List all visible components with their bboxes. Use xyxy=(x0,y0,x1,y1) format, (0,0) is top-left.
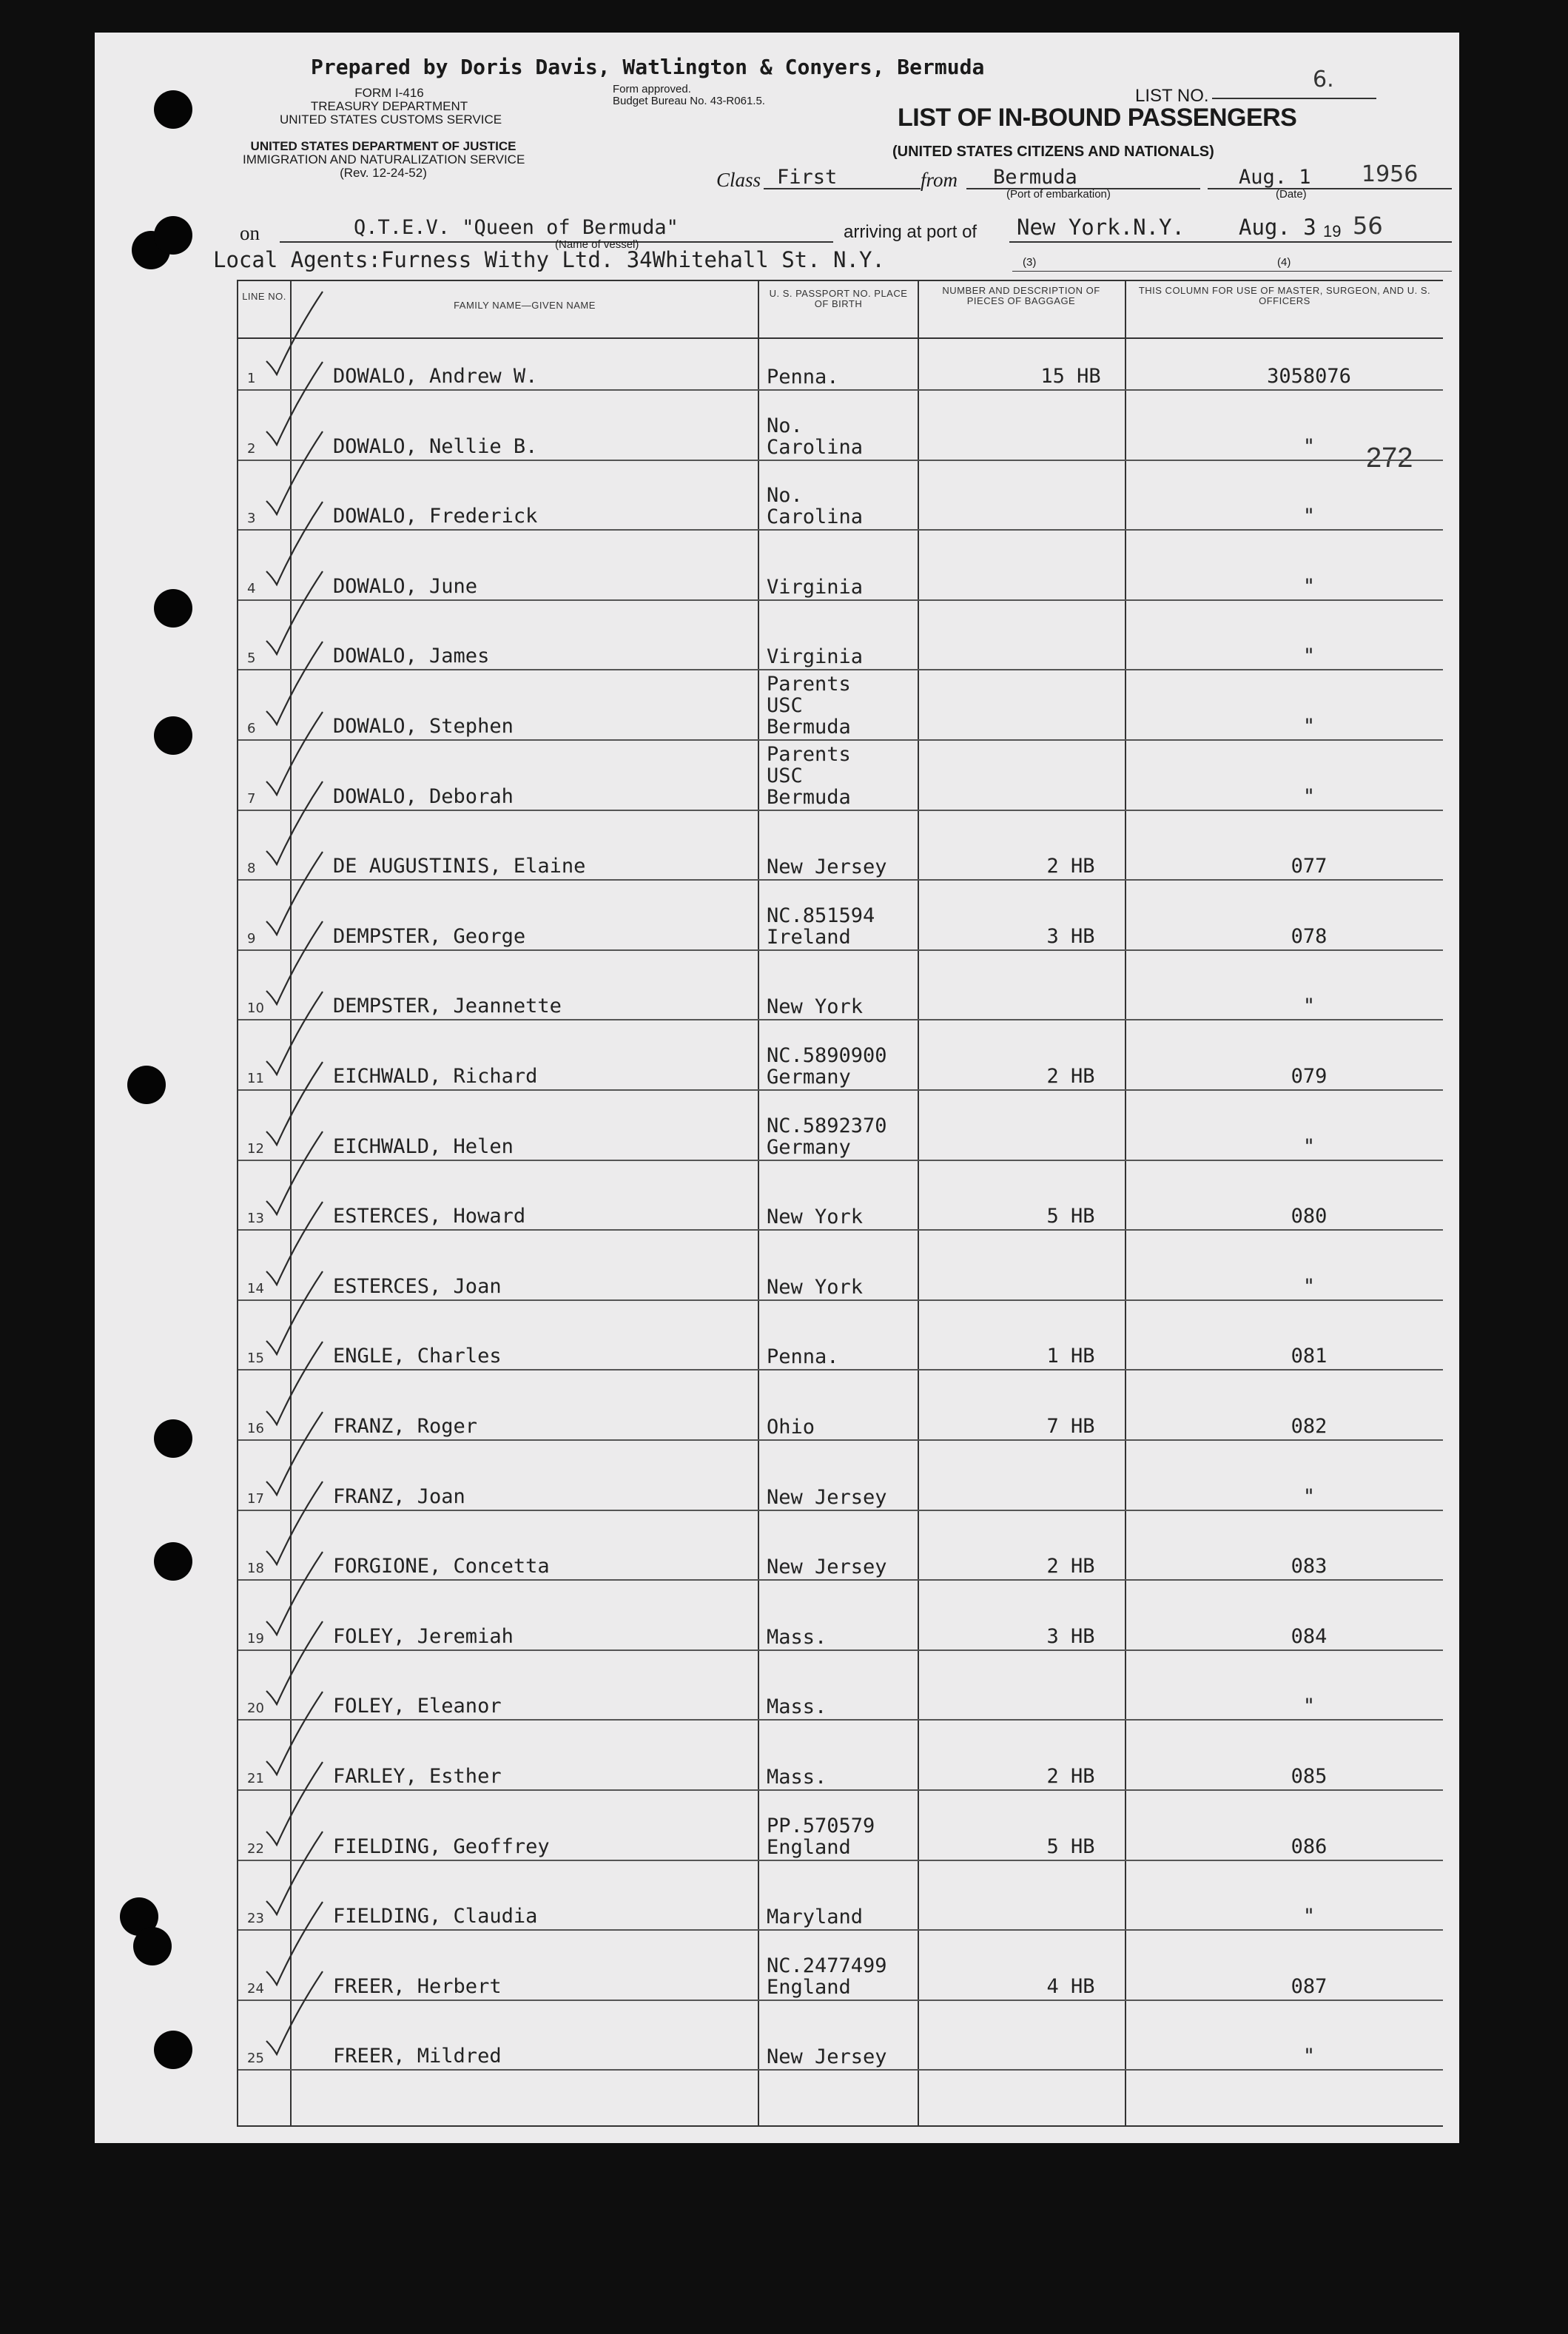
officer-entry: " xyxy=(1302,995,1316,1018)
birthplace-line: New Jersey xyxy=(767,1556,887,1579)
passenger-name: FORGIONE, Concetta xyxy=(333,1555,550,1578)
passenger-name: DE AUGUSTINIS, Elaine xyxy=(333,855,586,878)
table-row xyxy=(238,390,1443,461)
ins: IMMIGRATION AND NATURALIZATION SERVICE xyxy=(243,152,525,167)
passport-birthplace xyxy=(767,1206,863,1228)
birthplace-line: NC.5892370 xyxy=(767,1114,887,1137)
line-number: 3 xyxy=(247,511,256,527)
class-label: Class xyxy=(716,169,761,191)
line-number: 23 xyxy=(247,1911,264,1927)
passenger-name: DEMPSTER, Jeannette xyxy=(333,995,562,1018)
passenger-name: DOWALO, June xyxy=(333,574,478,598)
table-row xyxy=(238,1020,1443,1091)
passport-birthplace xyxy=(767,673,851,738)
revision: (Rev. 12-24-52) xyxy=(340,166,427,180)
binder-hole xyxy=(133,1927,172,1965)
passport-birthplace xyxy=(767,1906,863,1928)
birthplace-line: Bermuda xyxy=(767,716,851,739)
birthplace-line: Parents xyxy=(767,673,851,696)
officer-entry: 3058076 xyxy=(1267,365,1351,388)
birthplace-line: Penna. xyxy=(767,366,839,389)
port-caption: (Port of embarkation) xyxy=(1006,188,1111,201)
birthplace-line: England xyxy=(767,1975,851,1999)
passenger-name: ESTERCES, Howard xyxy=(333,1205,526,1228)
passport-birthplace xyxy=(767,1487,887,1508)
passenger-name: FREER, Herbert xyxy=(333,1974,502,1998)
officer-entry: " xyxy=(1302,574,1316,598)
line-number: 12 xyxy=(247,1140,264,1157)
passenger-name: FOLEY, Jeremiah xyxy=(333,1624,514,1648)
baggage-description: 2 HB xyxy=(1046,1065,1095,1088)
passenger-list-page xyxy=(95,33,1459,2143)
checkmark-icon xyxy=(260,1967,327,2063)
line-number: 7 xyxy=(247,790,256,807)
birthplace-line: No. xyxy=(767,484,803,508)
line-number: 19 xyxy=(247,1630,264,1647)
table-row xyxy=(238,1370,1443,1441)
prepared-by: Prepared by Doris Davis, Watlington & Conyers, Bermuda xyxy=(311,55,985,79)
passport-birthplace xyxy=(767,1955,887,1998)
binder-hole xyxy=(154,716,192,755)
table-row xyxy=(238,1230,1443,1301)
class-value: First xyxy=(777,166,838,189)
table-row xyxy=(238,1090,1443,1161)
passenger-name: FRANZ, Roger xyxy=(333,1415,478,1438)
binder-hole xyxy=(154,1542,192,1581)
form-approved: Form approved. xyxy=(613,83,691,95)
officer-entry: 081 xyxy=(1291,1345,1328,1368)
line-number: 10 xyxy=(247,1000,264,1017)
line-number: 16 xyxy=(247,1421,264,1436)
birthplace-line: Mass. xyxy=(767,1766,827,1789)
column-header-line-no: LINE NO. xyxy=(242,291,286,302)
birthplace-line: USC xyxy=(767,764,803,787)
line-number: 1 xyxy=(247,371,256,386)
birthplace-line: NC.2477499 xyxy=(767,1954,887,1977)
passport-birthplace xyxy=(767,905,875,948)
officer-entry: 085 xyxy=(1291,1765,1328,1788)
table-row xyxy=(238,2000,1443,2071)
officer-entry: " xyxy=(1302,645,1316,668)
binder-hole xyxy=(127,1066,166,1104)
table-row xyxy=(238,1160,1443,1231)
baggage-description: 3 HB xyxy=(1046,924,1095,948)
birthplace-line: NC.851594 xyxy=(767,904,875,927)
passport-birthplace xyxy=(767,366,839,388)
birthplace-line: Ireland xyxy=(767,925,851,949)
birthplace-line: Virginia xyxy=(767,575,864,599)
passenger-name: ESTERCES, Joan xyxy=(333,1274,502,1298)
officer-entry: 086 xyxy=(1291,1834,1328,1858)
birthplace-line: New York xyxy=(767,995,864,1019)
officer-entry: 083 xyxy=(1291,1555,1328,1578)
line-number: 21 xyxy=(247,1771,264,1786)
vessel-caption: (Name of vessel) xyxy=(555,238,639,251)
birthplace-line: New Jersey xyxy=(767,1485,887,1509)
baggage-description: 5 HB xyxy=(1046,1834,1095,1858)
officer-entry: " xyxy=(1302,1134,1316,1158)
table-row xyxy=(238,670,1443,741)
line-number: 18 xyxy=(247,1561,264,1577)
baggage-description: 4 HB xyxy=(1046,1974,1095,1998)
column-header-passport: U. S. PASSPORT NO. PLACE OF BIRTH xyxy=(769,288,908,309)
margin-number: 272 xyxy=(1366,443,1413,474)
table-row xyxy=(238,949,1443,1020)
officer-entry: 078 xyxy=(1291,924,1328,948)
officer-entry: " xyxy=(1302,434,1316,458)
passenger-name: FARLEY, Esther xyxy=(333,1765,502,1788)
passenger-name: DEMPSTER, George xyxy=(333,924,526,948)
table-row xyxy=(238,320,1443,391)
table-row xyxy=(238,1580,1443,1651)
birthplace-line: Ohio xyxy=(767,1416,815,1439)
customs-service: UNITED STATES CUSTOMS SERVICE xyxy=(280,112,502,127)
department-of-justice: UNITED STATES DEPARTMENT OF JUSTICE xyxy=(250,139,517,153)
from-label: from xyxy=(921,169,958,191)
passport-birthplace xyxy=(767,1815,875,1858)
line-number: 11 xyxy=(247,1071,264,1086)
passport-birthplace xyxy=(767,1346,839,1368)
caption-3: (3) xyxy=(1023,256,1037,269)
birthplace-line: Germany xyxy=(767,1135,851,1159)
birthplace-line: New Jersey xyxy=(767,2045,887,2069)
line-number: 9 xyxy=(247,930,256,946)
budget-bureau: Budget Bureau No. 43-R061.5. xyxy=(613,95,765,107)
passenger-name: FRANZ, Joan xyxy=(333,1484,465,1508)
passport-birthplace xyxy=(767,996,863,1018)
passport-birthplace xyxy=(767,415,863,458)
birthplace-line: No. xyxy=(767,414,803,437)
table-row xyxy=(238,740,1443,811)
line-number: 13 xyxy=(247,1211,264,1227)
table-row xyxy=(238,810,1443,881)
passenger-name: FIELDING, Geoffrey xyxy=(333,1834,550,1858)
passenger-name: EICHWALD, Richard xyxy=(333,1065,538,1088)
passport-birthplace xyxy=(767,646,863,667)
treasury-department: TREASURY DEPARTMENT xyxy=(310,99,468,113)
birthplace-line: PP.570579 xyxy=(767,1814,875,1837)
birthplace-line: Carolina xyxy=(767,435,864,459)
officer-entry: " xyxy=(1302,1484,1316,1508)
birthplace-line: Bermuda xyxy=(767,785,851,809)
baggage-description: 1 HB xyxy=(1046,1345,1095,1368)
vessel-name: Q.T.E.V. "Queen of Bermuda" xyxy=(354,216,679,239)
line-number: 22 xyxy=(247,1840,264,1857)
passenger-name: DOWALO, James xyxy=(333,645,490,668)
arrival-year: 56 xyxy=(1353,212,1383,240)
passport-birthplace xyxy=(767,1416,815,1438)
arriving-label: arriving at port of xyxy=(844,222,978,242)
officer-entry: " xyxy=(1302,1274,1316,1298)
officer-entry: 077 xyxy=(1291,855,1328,878)
table-row xyxy=(238,1649,1443,1721)
line-number: 2 xyxy=(247,440,256,457)
passenger-name: DOWALO, Andrew W. xyxy=(333,365,538,388)
officer-entry: " xyxy=(1302,784,1316,808)
table-row xyxy=(238,1720,1443,1791)
departure-date: Aug. 1 xyxy=(1239,166,1311,189)
line-number: 20 xyxy=(247,1701,264,1717)
baggage-description: 2 HB xyxy=(1046,1765,1095,1788)
line-number: 25 xyxy=(247,2051,264,2067)
table-row xyxy=(238,460,1443,531)
binder-hole xyxy=(154,90,192,129)
baggage-description: 5 HB xyxy=(1046,1205,1095,1228)
list-no-label: LIST NO. xyxy=(1135,86,1209,106)
birthplace-line: Carolina xyxy=(767,505,864,529)
passenger-name: DOWALO, Deborah xyxy=(333,784,514,808)
birthplace-line: Parents xyxy=(767,742,851,766)
form-number: FORM I-416 xyxy=(354,86,424,100)
passenger-table xyxy=(237,280,1443,2127)
officer-entry: 082 xyxy=(1291,1415,1328,1438)
officer-entry: " xyxy=(1302,2045,1316,2068)
table-row xyxy=(238,599,1443,670)
on-label: on xyxy=(240,222,260,244)
date-caption: (Date) xyxy=(1276,188,1307,201)
passenger-name: FREER, Mildred xyxy=(333,2045,502,2068)
passenger-name: FOLEY, Eleanor xyxy=(333,1695,502,1718)
line-number: 14 xyxy=(247,1280,264,1297)
baggage-description: 15 HB xyxy=(1040,365,1101,388)
birthplace-line: Virginia xyxy=(767,645,864,669)
table-row xyxy=(238,530,1443,601)
officer-entry: " xyxy=(1302,1905,1316,1928)
birthplace-line: Mass. xyxy=(767,1695,827,1719)
line-number: 6 xyxy=(247,721,256,736)
baggage-description: 2 HB xyxy=(1046,1555,1095,1578)
birthplace-line: Penna. xyxy=(767,1345,839,1369)
baggage-description: 7 HB xyxy=(1046,1415,1095,1438)
birthplace-line: New Jersey xyxy=(767,855,887,879)
departure-year: 1956 xyxy=(1362,161,1419,187)
line-number: 24 xyxy=(247,1980,264,1997)
arrival-date: Aug. 3 xyxy=(1239,215,1316,240)
passport-birthplace xyxy=(767,576,863,598)
birthplace-line: Germany xyxy=(767,1066,851,1089)
table-row xyxy=(238,1790,1443,1861)
birthplace-line: USC xyxy=(767,694,803,717)
passport-birthplace xyxy=(767,1277,863,1298)
caption-4: (4) xyxy=(1277,256,1291,269)
passport-birthplace xyxy=(767,1045,887,1088)
officer-entry: 087 xyxy=(1291,1974,1328,1998)
from-value: Bermuda xyxy=(993,166,1077,189)
officer-entry: " xyxy=(1302,505,1316,528)
passenger-name: DOWALO, Stephen xyxy=(333,715,514,738)
passport-birthplace xyxy=(767,1766,827,1788)
column-header-baggage: NUMBER AND DESCRIPTION OF PIECES OF BAGGAGE xyxy=(942,285,1100,306)
passenger-name: DOWALO, Frederick xyxy=(333,505,538,528)
birthplace-line: Maryland xyxy=(767,1906,864,1929)
binder-hole xyxy=(154,216,192,255)
baggage-description: 3 HB xyxy=(1046,1624,1095,1648)
table-row xyxy=(238,1860,1443,1931)
officer-entry: " xyxy=(1302,715,1316,738)
line-number: 15 xyxy=(247,1351,264,1367)
document-title: LIST OF IN-BOUND PASSENGERS xyxy=(898,104,1297,132)
baggage-description: 2 HB xyxy=(1046,855,1095,878)
local-agents: Local Agents:Furness Withy Ltd. 34Whitehall St. N.Y. xyxy=(213,247,885,272)
passenger-name: EICHWALD, Helen xyxy=(333,1134,514,1158)
officer-entry: 084 xyxy=(1291,1624,1328,1648)
line-number: 17 xyxy=(247,1490,264,1507)
passenger-name: DOWALO, Nellie B. xyxy=(333,434,538,458)
table-row xyxy=(238,880,1443,951)
column-header-name: FAMILY NAME—GIVEN NAME xyxy=(454,300,596,311)
passport-birthplace xyxy=(767,1556,887,1578)
birthplace-line: NC.5890900 xyxy=(767,1044,887,1067)
officer-entry: 079 xyxy=(1291,1065,1328,1088)
table-row xyxy=(238,1510,1443,1581)
binder-hole xyxy=(154,589,192,628)
passenger-name: FIELDING, Claudia xyxy=(333,1905,538,1928)
birthplace-line: England xyxy=(767,1835,851,1859)
passport-birthplace xyxy=(767,485,863,528)
binder-hole xyxy=(154,1419,192,1458)
officer-entry: 080 xyxy=(1291,1205,1328,1228)
table-row xyxy=(238,1930,1443,2001)
list-no: 6. xyxy=(1313,67,1334,93)
binder-hole xyxy=(154,2031,192,2069)
passport-birthplace xyxy=(767,1115,887,1158)
officer-entry: " xyxy=(1302,1695,1316,1718)
passport-birthplace xyxy=(767,2046,887,2068)
line-number: 5 xyxy=(247,650,256,667)
passenger-name: ENGLE, Charles xyxy=(333,1345,502,1368)
birthplace-line: New York xyxy=(767,1205,864,1229)
table-row xyxy=(238,1440,1443,1511)
passport-birthplace xyxy=(767,744,851,808)
arrival-port: New York.N.Y. xyxy=(1017,215,1185,240)
passport-birthplace xyxy=(767,856,887,878)
line-number: 4 xyxy=(247,580,256,596)
birthplace-line: New York xyxy=(767,1275,864,1299)
line-number: 8 xyxy=(247,861,256,877)
arrival-year-prefix: 19 xyxy=(1323,222,1342,241)
birthplace-line: Mass. xyxy=(767,1625,827,1649)
document-subtitle: (UNITED STATES CITIZENS AND NATIONALS) xyxy=(892,144,1214,160)
passport-birthplace xyxy=(767,1627,827,1648)
table-row xyxy=(238,1299,1443,1371)
column-header-officers: THIS COLUMN FOR USE OF MASTER, SURGEON, AND U. S. OFFICERS xyxy=(1138,285,1431,306)
passport-birthplace xyxy=(767,1696,827,1718)
